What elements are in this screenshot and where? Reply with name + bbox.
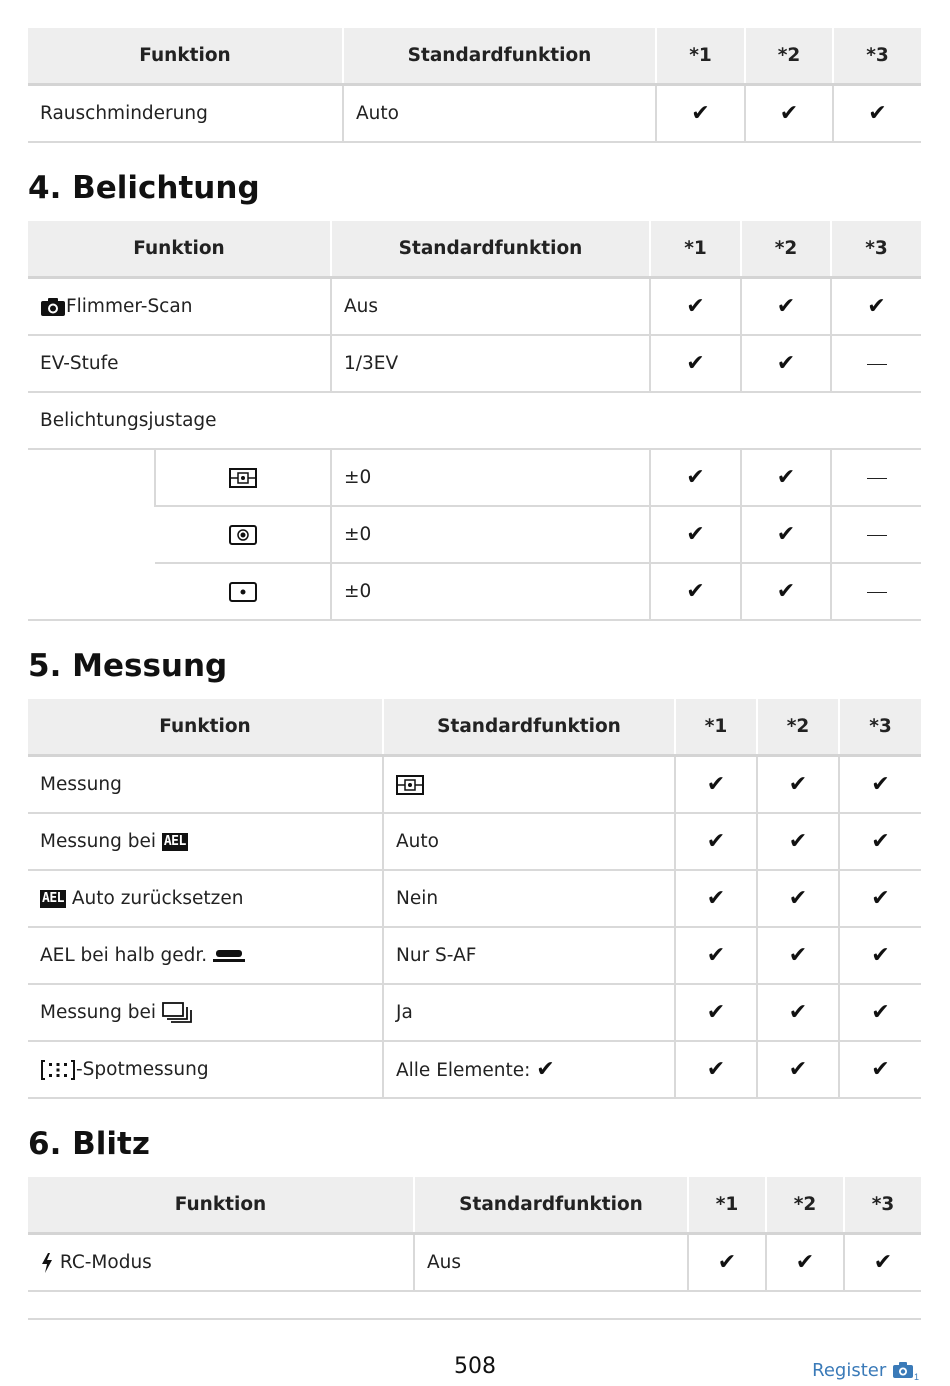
table-belichtung <box>28 221 921 621</box>
check-icon: ✔ <box>776 351 796 376</box>
col-header-funktion: Funktion <box>28 699 383 756</box>
check-icon: ✔ <box>788 943 808 968</box>
row-value: Auto <box>343 85 656 143</box>
spot-metering-icon <box>229 582 257 602</box>
check-icon: ✔ <box>788 1057 808 1082</box>
row-name: Auto zurücksetzen <box>71 888 244 909</box>
col-header-c1: *1 <box>688 1177 766 1234</box>
svg-text:1: 1 <box>914 1372 920 1381</box>
col-header-c1: *1 <box>675 699 757 756</box>
flash-icon <box>40 1252 54 1274</box>
dash-icon <box>867 535 887 536</box>
check-icon: ✔ <box>706 772 726 797</box>
check-icon: ✔ <box>868 101 887 126</box>
table-row <box>28 813 921 870</box>
row-value: Aus <box>414 1234 688 1292</box>
table-row <box>28 984 921 1041</box>
check-icon: ✔ <box>686 294 705 319</box>
check-icon: ✔ <box>691 101 710 126</box>
check-icon: ✔ <box>706 1000 726 1025</box>
ael-badge-icon: AEL <box>42 891 64 906</box>
row-name: Rauschminderung <box>28 85 343 143</box>
table-row <box>28 1234 921 1292</box>
footer-divider <box>28 1318 921 1320</box>
check-icon: ✔ <box>788 886 808 911</box>
af-target-icon <box>40 1059 76 1081</box>
check-icon: ✔ <box>536 1057 555 1082</box>
col-header-c2: *2 <box>741 221 831 278</box>
check-icon: ✔ <box>776 465 796 490</box>
section-title-messung: 5. Messung <box>28 648 228 684</box>
check-icon: ✔ <box>871 1000 890 1025</box>
check-icon: ✔ <box>686 522 705 547</box>
shutter-half-press-icon <box>213 948 245 964</box>
check-icon: ✔ <box>871 829 890 854</box>
check-icon: ✔ <box>776 294 796 319</box>
check-icon: ✔ <box>776 522 796 547</box>
check-icon: ✔ <box>686 351 705 376</box>
table-blitz <box>28 1177 921 1292</box>
check-icon: ✔ <box>871 943 890 968</box>
table-row <box>28 756 921 814</box>
col-header-c2: *2 <box>757 699 839 756</box>
row-value: ±0 <box>331 563 650 620</box>
check-icon: ✔ <box>871 772 890 797</box>
table-row <box>28 449 921 506</box>
row-value: Alle Elemente: <box>396 1060 531 1081</box>
check-icon: ✔ <box>706 1057 726 1082</box>
row-value: Auto <box>383 813 675 870</box>
row-value: Aus <box>331 278 650 336</box>
row-name: EV-Stufe <box>28 335 331 392</box>
table-messung <box>28 699 921 1099</box>
table-row-group <box>28 392 921 449</box>
row-value: Ja <box>383 984 675 1041</box>
register-link[interactable] <box>812 1360 920 1381</box>
col-header-standard: Standardfunktion <box>414 1177 688 1234</box>
row-name: Flimmer-Scan <box>66 296 193 317</box>
col-header-standard: Standardfunktion <box>331 221 650 278</box>
camera-icon <box>40 297 66 317</box>
camera-menu-icon <box>892 1361 920 1381</box>
row-value: Nur S-AF <box>383 927 675 984</box>
row-value: 1/3EV <box>331 335 650 392</box>
esp-metering-icon <box>396 775 424 795</box>
col-header-c1: *1 <box>656 28 745 85</box>
check-icon: ✔ <box>717 1250 737 1275</box>
row-value: ±0 <box>331 506 650 563</box>
table-row <box>28 563 921 620</box>
check-icon: ✔ <box>686 465 705 490</box>
col-header-c3: *3 <box>844 1177 921 1234</box>
col-header-c2: *2 <box>745 28 833 85</box>
register-label: Register <box>812 1360 887 1381</box>
check-icon: ✔ <box>873 1250 893 1275</box>
row-name: Messung bei <box>40 831 156 852</box>
col-header-standard: Standardfunktion <box>383 699 675 756</box>
row-value: ±0 <box>331 449 650 506</box>
check-icon: ✔ <box>867 294 886 319</box>
check-icon: ✔ <box>776 579 796 604</box>
check-icon: ✔ <box>871 1057 890 1082</box>
col-header-c3: *3 <box>833 28 921 85</box>
dash-icon <box>867 592 887 593</box>
col-header-funktion: Funktion <box>28 221 331 278</box>
row-name: RC-Modus <box>59 1251 152 1273</box>
table-row <box>28 870 921 927</box>
check-icon: ✔ <box>706 943 726 968</box>
col-header-c2: *2 <box>766 1177 844 1234</box>
check-icon: ✔ <box>779 101 799 126</box>
dash-icon <box>867 364 887 365</box>
esp-metering-icon <box>229 468 257 488</box>
col-header-funktion: Funktion <box>28 28 343 85</box>
row-name: AEL bei halb gedr. <box>40 945 208 966</box>
col-header-c1: *1 <box>650 221 741 278</box>
row-value: Nein <box>383 870 675 927</box>
check-icon: ✔ <box>795 1250 815 1275</box>
dash-icon <box>867 478 887 479</box>
check-icon: ✔ <box>871 886 890 911</box>
ael-badge-icon: AEL <box>163 834 186 849</box>
check-icon: ✔ <box>706 829 726 854</box>
col-header-funktion: Funktion <box>28 1177 414 1234</box>
table-row <box>28 335 921 392</box>
table-row <box>28 85 921 143</box>
manual-page <box>28 28 921 1292</box>
center-weighted-metering-icon <box>229 525 257 545</box>
row-name: Messung bei <box>40 1001 156 1023</box>
check-icon: ✔ <box>788 772 808 797</box>
table-row <box>28 927 921 984</box>
table-row <box>28 278 921 336</box>
sequential-shooting-icon <box>162 1002 192 1024</box>
row-name: Messung <box>28 756 383 814</box>
row-name: -Spotmessung <box>76 1058 209 1080</box>
table-row <box>28 506 921 563</box>
col-header-c3: *3 <box>839 699 921 756</box>
table-noise-reduction <box>28 28 921 143</box>
col-header-c3: *3 <box>831 221 921 278</box>
table-row <box>28 1041 921 1098</box>
page-number: 508 <box>454 1354 496 1379</box>
check-icon: ✔ <box>686 579 705 604</box>
check-icon: ✔ <box>788 1000 808 1025</box>
section-title-blitz: 6. Blitz <box>28 1126 150 1162</box>
col-header-standard: Standardfunktion <box>343 28 656 85</box>
check-icon: ✔ <box>706 886 726 911</box>
group-label: Belichtungsjustage <box>28 392 921 449</box>
section-title-belichtung: 4. Belichtung <box>28 170 260 206</box>
check-icon: ✔ <box>788 829 808 854</box>
